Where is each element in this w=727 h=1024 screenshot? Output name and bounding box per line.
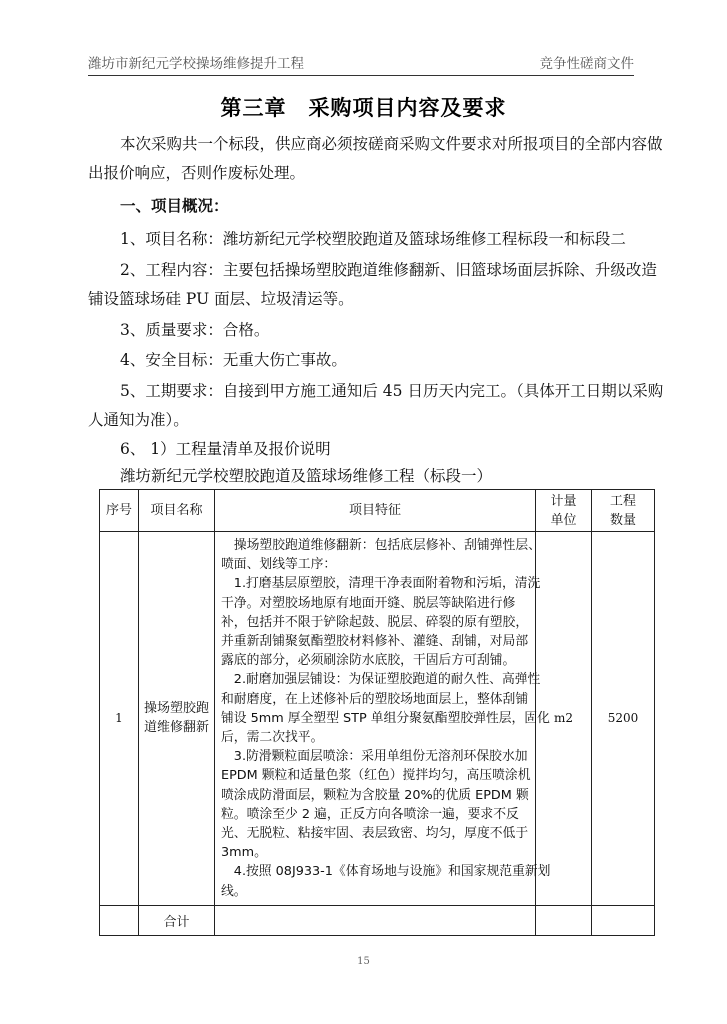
feature-line: 干净。对塑胶场地原有地面开缝、脱层等缺陷进行修 xyxy=(221,595,516,611)
total-cell-seq xyxy=(100,905,139,935)
section-heading: 一、项目概况： xyxy=(120,197,229,215)
intro-line: 出报价响应，否则作废标处理。 xyxy=(88,163,306,182)
cell-unit: m2 xyxy=(536,532,592,906)
quantity-table xyxy=(99,489,655,936)
item-bill-of-quantities: 6、 1）工程量清单及报价说明 xyxy=(120,440,331,458)
cell-feature xyxy=(215,532,551,906)
header-unit-line: 计量 xyxy=(550,493,577,509)
header-seq: 序号 xyxy=(100,490,139,532)
feature-line: 喷面、划线等工序： xyxy=(221,557,337,573)
item-line: 人通知为准）。 xyxy=(88,410,189,429)
header-quantity-line: 工程 xyxy=(609,493,636,509)
page-number: 15 xyxy=(357,956,370,967)
total-cell-unit xyxy=(536,905,592,935)
feature-line: 操场塑胶跑道维修翻新：包括底层修补、刮铺弹性层、 xyxy=(221,538,541,553)
intro-line: 本次采购共一个标段，供应商必须按磋商采购文件要求对所报项目的全部内容做 xyxy=(120,135,663,153)
header-feature: 项目特征 xyxy=(215,490,536,532)
feature-line: 并重新刮铺聚氨酯塑胶材料修补、灌缝、刮铺，对局部 xyxy=(221,634,529,650)
header-unit xyxy=(536,490,592,532)
item-quality: 3、质量要求：合格。 xyxy=(120,321,270,339)
feature-line: 铺设 5mm 厚全塑型 STP 单组分聚氨酯塑胶弹性层，固化 xyxy=(221,710,550,726)
feature-line: 线。 xyxy=(221,883,247,899)
feature-line: 粒。喷涂至少 2 遍，正反方向各喷涂一遍，要求不反 xyxy=(221,806,519,822)
intro-paragraph xyxy=(88,130,663,187)
item-line: 铺设篮球场硅 PU 面层、垃圾清运等。 xyxy=(88,289,354,308)
feature-line: 补，包括并不限于铲除起鼓、脱层、碎裂的原有塑胶， xyxy=(221,614,529,630)
table-header-row xyxy=(100,490,655,532)
header-quantity-line: 数量 xyxy=(609,512,636,528)
feature-line: 1.打磨基层原塑胶，清理干净表面附着物和污垢，清洗 xyxy=(221,576,541,592)
feature-line: 2.耐磨加强层铺设：为保证塑胶跑道的耐久性、高弹性 xyxy=(221,672,541,688)
total-label: 合计 xyxy=(139,905,215,935)
total-row xyxy=(100,905,655,935)
feature-line: 3.防滑颗粒面层喷涂：采用单组份无溶剂环保胶水加 xyxy=(221,749,528,765)
item-project-name: 1、项目名称：潍坊新纪元学校塑胶跑道及篮球场维修工程标段一和标段二 xyxy=(120,230,626,248)
cell-seq: 1 xyxy=(100,532,139,906)
feature-line: EPDM 颗粒和适量色浆（红色）搅拌均匀，高压喷涂机 xyxy=(221,768,531,784)
page-header xyxy=(88,50,634,76)
header-quantity xyxy=(592,490,655,532)
header-document-type: 竞争性磋商文件 xyxy=(539,56,634,72)
header-item-name: 项目名称 xyxy=(139,490,215,532)
table-caption: 潍坊新纪元学校塑胶跑道及篮球场维修工程（标段一） xyxy=(120,467,493,485)
feature-line: 4.按照 08J933-1《体育场地与设施》和国家规范重新划 xyxy=(221,864,551,880)
item-name-line: 操场塑胶跑 xyxy=(143,701,209,717)
cell-quantity: 5200 xyxy=(592,532,655,906)
feature-line: 露底的部分，必须刷涂防水底胶，干固后方可刮铺。 xyxy=(221,653,516,669)
total-cell-quantity xyxy=(592,905,655,935)
feature-line: 3mm。 xyxy=(221,845,267,861)
item-name-line: 道维修翻新 xyxy=(143,720,209,736)
header-unit-line: 单位 xyxy=(550,512,577,528)
feature-line: 喷涂成防滑面层，颗粒为含胶量 20%的优质 EPDM 颗 xyxy=(221,787,529,803)
chapter-title: 第三章 采购项目内容及要求 xyxy=(220,96,507,120)
header-project-name: 潍坊市新纪元学校操场维修提升工程 xyxy=(88,56,304,72)
item-work-content xyxy=(88,256,657,313)
cell-item-name xyxy=(139,532,215,906)
item-line: 2、工程内容：主要包括操场塑胶跑道维修翻新、旧篮球场面层拆除、升级改造 xyxy=(120,261,657,279)
item-schedule xyxy=(88,377,664,434)
feature-line: 光、无脱粒、粘接牢固、表层致密、均匀，厚度不低于 xyxy=(221,826,529,842)
feature-line: 后，需二次找平。 xyxy=(221,730,324,746)
table-row xyxy=(100,532,655,906)
total-cell-feature xyxy=(215,905,536,935)
item-safety: 4、安全目标：无重大伤亡事故。 xyxy=(120,351,347,369)
item-line: 5、工期要求：自接到甲方施工通知后 45 日历天内完工。（具体开工日期以采购 xyxy=(120,382,664,400)
feature-line: 和耐磨度，在上述修补后的塑胶场地面层上，整体刮铺 xyxy=(221,691,529,707)
